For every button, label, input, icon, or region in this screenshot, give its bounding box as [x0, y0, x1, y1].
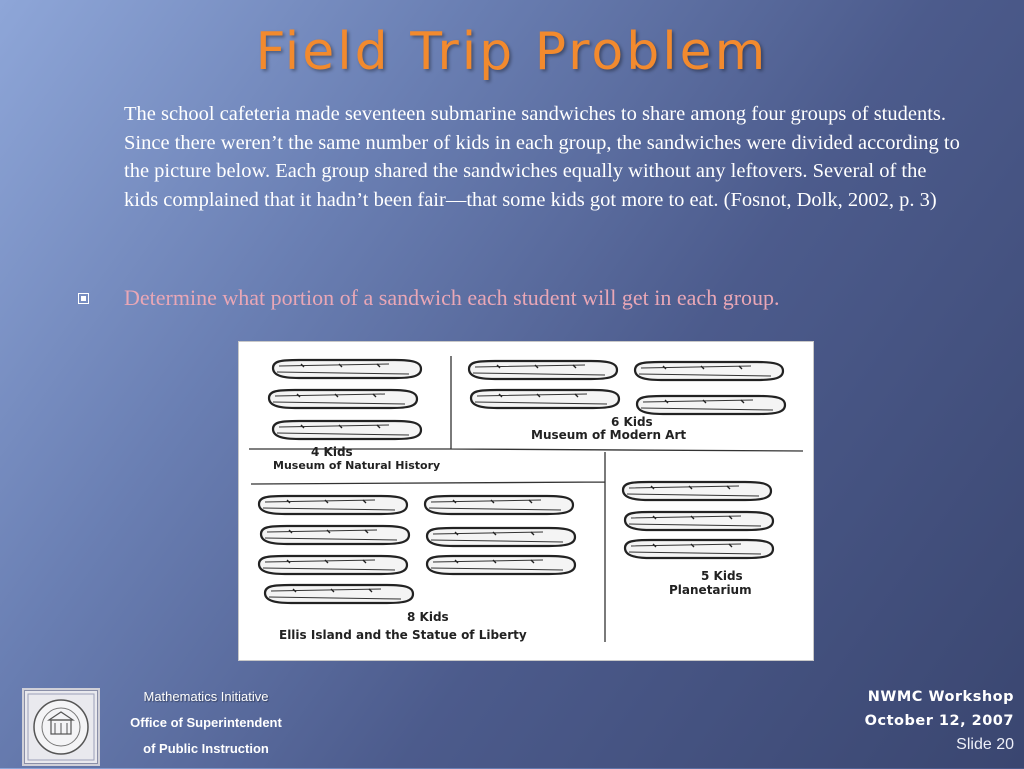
group-4-kids: [269, 360, 421, 439]
group-4-place-label: Planetarium: [669, 583, 752, 597]
footer-date: October 12, 2007: [864, 713, 1014, 729]
group-6-kids: [469, 361, 785, 414]
ospi-seal-logo: [22, 688, 100, 766]
problem-text-block: [124, 100, 964, 214]
slide-number: Slide 20: [956, 736, 1014, 753]
group-3-kids-label: 8 Kids: [407, 610, 449, 624]
group-2-kids-label: 6 Kids: [611, 415, 653, 429]
footer-org-line3: of Public Instruction: [143, 741, 269, 756]
group-1-place-label: Museum of Natural History: [273, 459, 441, 472]
problem-paragraph: The school cafeteria made seventeen submarine sandwiches to share among four groups of students. Since there weren’t the same number of kids in each group, the sandwiches were divided according to the picture below. Each group shared the sandwiches equally without any leftovers. Several of the kids complained that it hadn’t been fair—that some kids got more to eat. (Fosnot, Dolk, 2002, p. 3): [124, 103, 960, 211]
bullet-item: [78, 283, 918, 313]
footer-org-line1: Mathematics Initiative: [143, 689, 269, 704]
group-5-kids: [623, 482, 773, 558]
footer-event: NWMC Workshop: [867, 689, 1014, 705]
group-1-kids-label: 4 Kids: [311, 445, 353, 459]
group-2-place-label: Museum of Modern Art: [531, 428, 687, 442]
group-4-kids-label: 5 Kids: [701, 569, 743, 583]
footer-org-line2: Office of Superintendent: [130, 715, 282, 730]
footer-left: [104, 688, 308, 766]
bullet-text: Determine what portion of a sandwich each student will get in each group.: [124, 285, 780, 310]
footer-right: [865, 688, 1014, 754]
group-3-place-label: Ellis Island and the Statue of Liberty: [279, 628, 527, 642]
slide-title: Field Trip Problem: [255, 22, 769, 82]
square-bullet-icon: [78, 293, 89, 304]
sandwich-drawing: [238, 341, 814, 661]
group-8-kids: [259, 496, 575, 603]
